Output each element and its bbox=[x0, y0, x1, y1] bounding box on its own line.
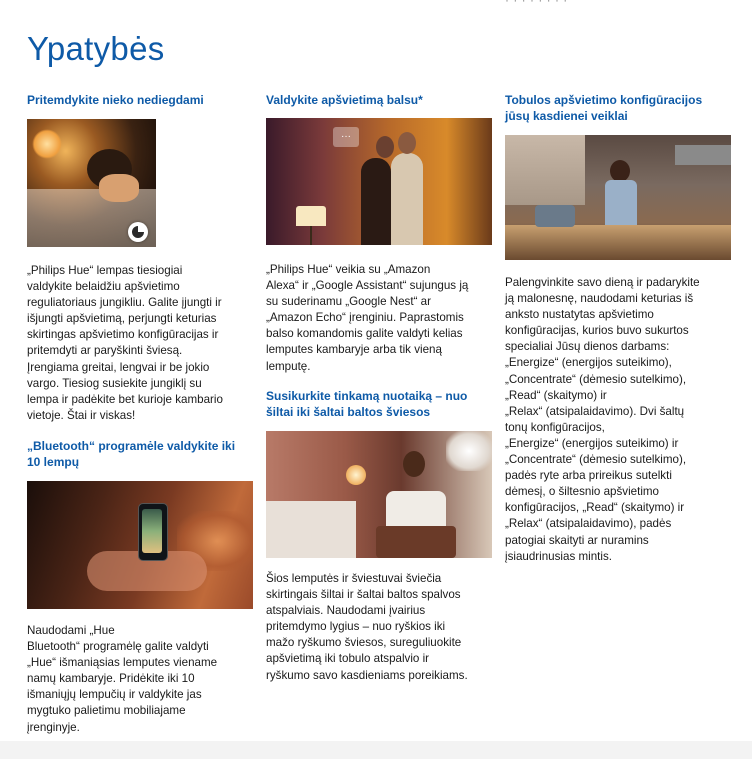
top-fragment: · · · · · · · · bbox=[505, 0, 568, 7]
feature-text-scenes: Palengvinkite savo dieną ir padarykite ją malonesnę, naudodami keturias iš anksto nustatytas apšvietimo konfigūracijas, kurios buvo sukurtos specialiai Jūsų dienos darbams: „Energize“ (energijos suteikimo), „Concentrate“ (dėmesio sutelkimo), „Read“ (skaitymo) ir „Relax“ (atsipalaidavimo). Dvi šaltų tonų konfigūracijos, „Energize“ (energijos suteikimo) ir „Concentrate“ (dėmesio sutelkimo), padės ryte arba prireikus sutelkti dėmesį, o šiltesnio apšvietimo konfigūracijos, „Read“ (skaitymo) ir „Relax“ (atsipalaidavimo), padės patogiai skaityti ar nuramins įsiaudrinusias mintis. bbox=[505, 276, 700, 563]
feature-heading-dim: Pritemdykite nieko nediegdami bbox=[27, 93, 204, 107]
feature-text-mood: Šios lemputės ir šviestuvai šviečia skirtingais šiltai ir šaltai baltos spalvos atspalviais. Naudodami įvairius pritemdymo lygius – nuo ryškios iki mažo ryškumo šviesos, sureguliuokite apšvietimą iki tobulo atspalvio ir ryškumo savo kasdieniams poreikiams. bbox=[266, 572, 468, 682]
feature-text-dim: „Philips Hue“ lempas tiesiogiai valdykite belaidžiu apšvietimo reguliatoriaus jungikliu. Galite įjungti ir išjungti apšvietimą, perjungti keturias skirtingas apšvietimo konfigūracijas ir pritemdyti ar paryškinti šviesą. Įrengiama greitai, lengvai ir be jokio vargo. Tiesiog susiekite jungiklį su lempa ir padėkite bet kurioje kambario vietoje. Štai ir viskas! bbox=[27, 264, 223, 422]
feature-heading-mood: Susikurkite tinkamą nuotaiką – nuo šiltai iki šaltai baltos šviesos bbox=[266, 389, 468, 419]
section-title: Ypatybės bbox=[27, 30, 165, 67]
footer-strip bbox=[0, 741, 752, 759]
feature-text-voice: „Philips Hue“ veikia su „Amazon Alexa“ ir „Google Assistant“ sujungus ją su suderinamu „Google Nest“ ar „Amazon Echo“ įrenginiu. Paprastomis balso komandomis galite valdyti kelias lemputes kambaryje arba tik vieną lemputę. bbox=[266, 263, 469, 373]
dimmer-switch-icon bbox=[128, 222, 148, 242]
feature-image-kitchen bbox=[505, 135, 731, 260]
feature-heading-scenes: Tobulos apšvietimo konfigūracijos jūsų kasdienei veiklai bbox=[505, 93, 703, 123]
feature-text-bluetooth: Naudodami „Hue Bluetooth“ programėlę galite valdyti „Hue“ išmaniąsias lemputes viename namų kambaryje. Pridėkite iki 10 išmaniųjų lempučių ir valdykite jas mygtuko palietimu mobiliajame įrenginyje. bbox=[27, 624, 218, 734]
feature-image-living bbox=[266, 431, 492, 558]
feature-image-phone bbox=[27, 481, 253, 609]
feature-heading-voice: Valdykite apšvietimą balsu* bbox=[266, 93, 423, 107]
ellipsis-icon: ··· bbox=[333, 127, 359, 147]
feature-image-bedroom bbox=[27, 119, 156, 247]
feature-image-voice bbox=[266, 118, 492, 245]
feature-heading-bluetooth: „Bluetooth“ programėle valdykite iki 10 lempų bbox=[27, 439, 236, 469]
